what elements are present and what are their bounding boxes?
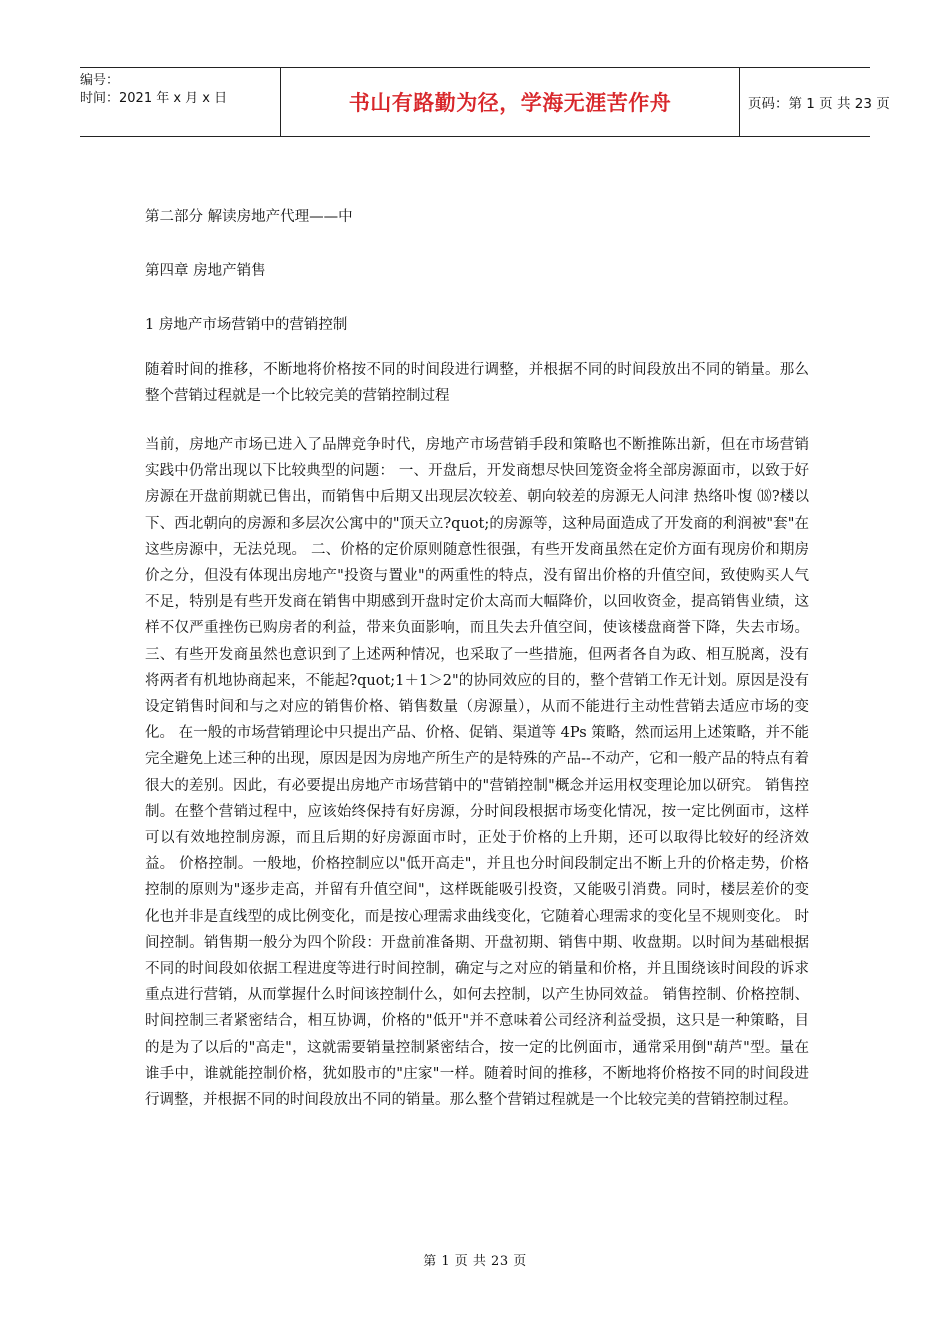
body-paragraph: 当前，房地产市场已进入了品牌竞争时代，房地产市场营销手段和策略也不断推陈出新，但在市场营销实践中仍常出现以下比较典型的问题： 一、开盘后，开发商想尽快回笼资金将全部房源面市，以致于好房源在开盘前期就已售出，而销售中后期又出现层次较差、朝向较差的房源无人问津 热络卟愎 ⒅?楼以下、西北朝向的房源和多层次公寓中的"顶天立?quot;的房源等，这种局面造成了开发商的利润被"套"在这些房源中，无法兑现。 二、价格的定价原则随意性很强，有些开发商虽然在定价方面有现房价和期房价之分，但没有体现出房地产"投资与置业"的两重性的特点，没有留出价格的升值空间，致使购买人气不足，特别是有些开发商在销售中期感到开盘时定价太高而大幅降价，以回收资金，提高销售业绩，这样不仅严重挫伤已购房者的利益，带来负面影响，而且失去升值空间，使该楼盘商誉下降，失去市场。 三、有些开发商虽然也意识到了上述两种情况，也采取了一些措施，但两者各自为政、相互脱离，没有将两者有机地协商起来，不能起?quot;1＋1＞2"的协同效应的目的，整个营销工作无计划。原因是没有设定销售时间和与之对应的销售价格、销售数量（房源量），从而不能进行主动性营销去适应市场的变化。 在一般的市场营销理论中只提出产品、价格、促销、渠道等 4Ps 策略，然而运用上述策略，并不能完全避免上述三种的出现，原因是因为房地产所生产的是特殊的产品--不动产，它和一般产品的特点有着很大的差别。因此，有必要提出房地产市场营销中的"营销控制"概念并运用权变理论加以研究。 销售控制。在整个营销过程中，应该始终保持有好房源，分时间段根据市场变化情况，按一定比例面市，这样可以有效地控制房源，而且后期的好房源面市时，正处于价格的上升期，还可以取得比较好的经济效益。 价格控制。一般地，价格控制应以"低开高走"，并且也分时间段制定出不断上升的价格走势，价格控制的原则为"逐步走高，并留有升值空间"，这样既能吸引投资，又能吸引消费。同时，楼层差价的变化也并非是直线型的成比例变化，而是按心理需求曲线变化，它随着心理需求的变化呈不规则变化。 时间控制。销售期一般分为四个阶段：开盘前准备期、开盘初期、销售中期、收盘期。以时间为基础根据不同的时间段如依据工程进度等进行时间控制，确定与之对应的销量和价格，并且围绕该时间段的诉求重点进行营销，从而掌握什么时间该控制什么，如何去控制，以产生协同效益。 销售控制、价格控制、时间控制三者紧密结合，相互协调，价格的"低开"并不意味着公司经济利益受损，这只是一种策略，目的是为了以后的"高走"，这就需要销量控制紧密结合，按一定的比例面市，通常采用倒"葫芦"型。量在谁手中，谁就能控制价格，犹如股市的"庄家"一样。随着时间的推移，不断地将价格按不同的时间段进行调整，并根据不同的时间段放出不同的销量。那么整个营销过程就是一个比较完美的营销控制过程。: [145, 437, 809, 1109]
page-footer: 第 1 页 共 23 页: [423, 1254, 527, 1269]
header-meta: [80, 68, 280, 140]
page-header: [80, 67, 890, 137]
intro-paragraph: 随着时间的推移，不断地将价格按不同的时间段进行调整，并根据不同的时间段放出不同的销量。那么整个营销过程就是一个比较完美的营销控制过程: [145, 362, 809, 405]
header-motto: 书山有路勤为径，学海无涯苦作舟: [280, 68, 740, 136]
document-number-label: 编号：: [80, 73, 120, 88]
part-title: 第二部分 解读房地产代理——中: [145, 209, 353, 225]
header-page-label: 页码：第 1 页 共 23 页: [748, 96, 890, 112]
section-title: 1 房地产市场营销中的营销控制: [145, 317, 348, 333]
chapter-title: 第四章 房地产销售: [145, 263, 266, 279]
document-time-label: 时间：2021 年 x 月 x 日: [80, 91, 228, 106]
